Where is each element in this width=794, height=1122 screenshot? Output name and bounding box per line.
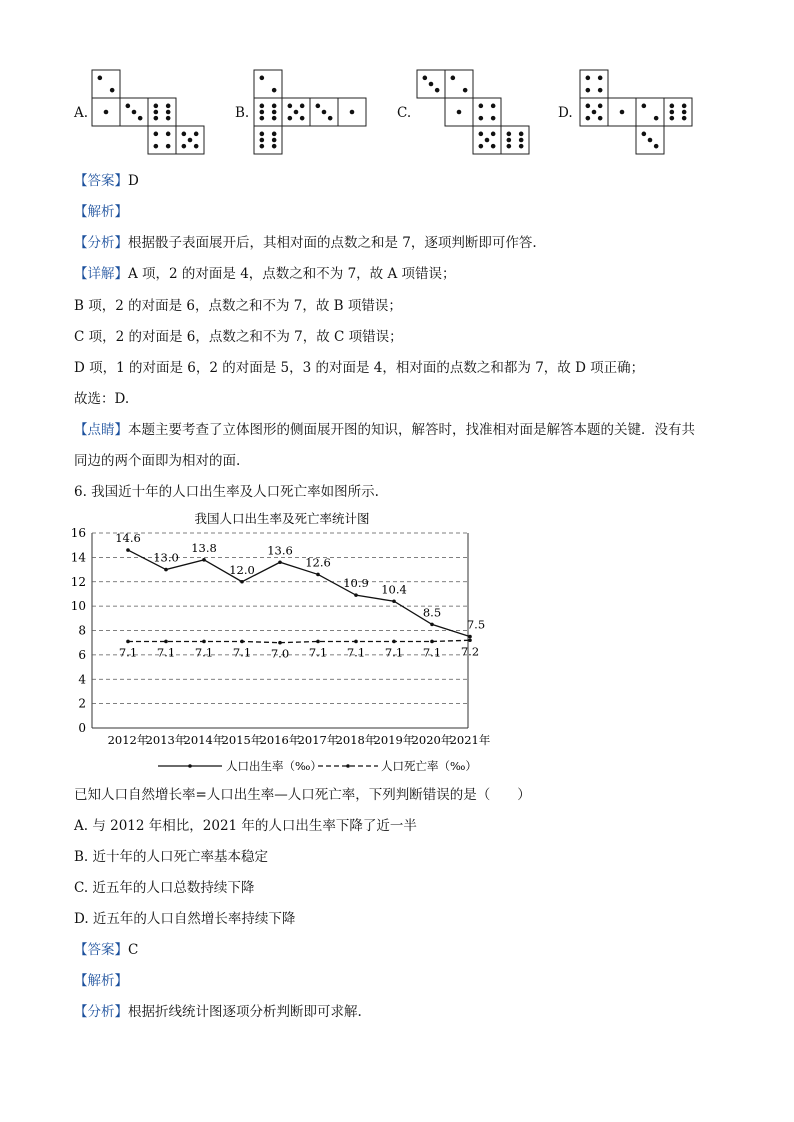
detail-c-text: C 项，2 的对面是 6，点数之和不为 7，故 C 项错误； <box>74 329 403 345</box>
death-rate-label: 7.1 <box>384 645 404 660</box>
dice-pip <box>592 110 597 115</box>
dice-pip <box>435 88 440 93</box>
comment-text-1: 本题主要考查了立体图形的侧面展开图的知识，解答时，找准相对面是解答本题的关键．没有共 <box>128 422 695 438</box>
dice-pip <box>126 104 131 109</box>
chart-y-tick-labels <box>71 526 87 735</box>
x-tick-label: 2017年 <box>297 733 339 747</box>
x-tick-label: 2015年 <box>221 733 263 747</box>
dice-pip <box>260 138 265 143</box>
fenxi-text: 根据骰子表面展开后，其相对面的点数之和是 7，逐项判断即可作答. <box>128 235 537 251</box>
dice-pip <box>132 110 137 115</box>
legend-death-label: 人口死亡率（‰） <box>381 759 477 773</box>
dice-pip <box>166 144 171 149</box>
birth-rate-label: 14.6 <box>115 531 141 546</box>
dice-pip <box>182 144 187 149</box>
q6-fenxi-line <box>74 1003 362 1021</box>
dice-pip <box>104 110 109 115</box>
dice-pip <box>463 88 468 93</box>
x-tick-label: 2012年 <box>107 733 149 747</box>
birth-rate-point <box>316 573 320 577</box>
dice-pip <box>479 104 484 109</box>
y-tick-label: 8 <box>78 623 86 638</box>
comment-text-2: 同边的两个面即为相对的面. <box>74 453 241 469</box>
dice-pip <box>451 76 456 81</box>
answer-value: C <box>128 942 139 958</box>
dice-pip <box>350 110 355 115</box>
comment-tag: 【点睛】 <box>74 422 128 438</box>
net-label-c: C. <box>397 105 412 121</box>
birth-rate-point <box>392 599 396 603</box>
dice-pip <box>586 88 591 93</box>
analysis-tag: 【解析】 <box>74 973 128 989</box>
dice-pip <box>491 104 496 109</box>
net-label-a: A. <box>74 105 89 121</box>
dice-pip <box>272 138 277 143</box>
birth-rate-line <box>128 550 470 637</box>
net-label-d: D. <box>558 105 573 121</box>
net-c-face <box>445 70 473 98</box>
birth-rate-point <box>430 623 434 627</box>
y-tick-label: 12 <box>70 574 86 589</box>
q5-answer-line <box>74 172 139 190</box>
x-tick-label: 2019年 <box>373 733 415 747</box>
death-rate-point <box>240 640 244 644</box>
death-rate-point <box>278 641 282 645</box>
chart-legend <box>158 759 477 773</box>
death-rate-point <box>202 640 206 644</box>
dice-pip <box>491 116 496 121</box>
death-rate-point <box>392 640 396 644</box>
birth-rate-label: 12.0 <box>229 562 255 577</box>
birth-rate-point <box>354 593 358 597</box>
dice-pip <box>272 88 277 93</box>
dice-pip <box>507 132 512 137</box>
dice-pip <box>586 104 591 109</box>
dice-pip <box>154 116 159 121</box>
net-b-face <box>254 98 282 126</box>
death-rate-label: 7.1 <box>346 645 366 660</box>
dice-pip <box>479 144 484 149</box>
legend-death-marker <box>346 764 350 768</box>
dice-pip <box>642 104 647 109</box>
birth-rate-label: 13.6 <box>267 543 293 558</box>
dice-pip <box>457 110 462 115</box>
dice-pip <box>272 104 277 109</box>
choose-text: 故选：D. <box>74 391 130 407</box>
birth-rate-label: 13.0 <box>153 550 179 565</box>
birth-rate-point <box>240 580 244 584</box>
death-rate-label: 7.0 <box>270 646 290 661</box>
birth-rate-label: 10.9 <box>343 576 369 591</box>
detail-b-text: B 项，2 的对面是 6，点数之和不为 7，故 B 项错误； <box>74 298 402 314</box>
chart-series <box>115 531 485 661</box>
dice-pip <box>429 82 434 87</box>
dice-pip <box>507 138 512 143</box>
dice-pip <box>288 116 293 121</box>
net-c-face <box>501 126 529 154</box>
dice-pip <box>654 116 659 121</box>
detail-tag: 【详解】 <box>74 266 128 282</box>
dice-pip <box>260 132 265 137</box>
dice-pip <box>598 104 603 109</box>
q6-stem: 6. 我国近十年的人口出生率及人口死亡率如图所示. <box>74 484 379 500</box>
dice-pip <box>166 104 171 109</box>
dice-nets-figure <box>0 0 794 170</box>
death-rate-point <box>126 640 130 644</box>
dice-pip <box>519 132 524 137</box>
answer-tag: 【答案】 <box>74 173 128 189</box>
birth-rate-point <box>468 635 472 639</box>
y-tick-label: 4 <box>78 672 86 687</box>
death-rate-point <box>430 640 434 644</box>
net-c-face <box>473 98 501 126</box>
dice-pip <box>654 144 659 149</box>
birth-rate-label: 7.5 <box>466 617 486 632</box>
net-b-face <box>254 126 282 154</box>
dice-pip <box>294 110 299 115</box>
dice-pip <box>154 132 159 137</box>
q6-option-c: C. 近五年的人口总数持续下降 <box>74 880 255 896</box>
q6-option-b: B. 近十年的人口死亡率基本稳定 <box>74 849 269 865</box>
net-b-face <box>254 70 282 98</box>
dice-pip <box>620 110 625 115</box>
dice-pip <box>272 132 277 137</box>
dice-pip <box>288 104 293 109</box>
dice-pip <box>598 76 603 81</box>
birth-rate-point <box>202 558 206 562</box>
death-rate-point <box>164 640 168 644</box>
dice-pip <box>300 104 305 109</box>
y-tick-label: 16 <box>70 526 86 540</box>
net-d-face <box>580 70 608 98</box>
birth-rate-label: 13.8 <box>191 540 217 555</box>
analysis-tag: 【解析】 <box>74 204 128 220</box>
q6-answer-line <box>74 941 138 959</box>
chart-x-tick-labels <box>108 733 491 747</box>
dice-pip <box>194 132 199 137</box>
dice-pip <box>322 110 327 115</box>
dice-pip <box>682 104 687 109</box>
dice-pip <box>182 132 187 137</box>
dice-pip <box>300 116 305 121</box>
x-tick-label: 2020年 <box>411 733 453 747</box>
death-rate-label: 7.1 <box>232 645 252 660</box>
dice-pip <box>260 144 265 149</box>
birth-rate-point <box>164 568 168 572</box>
q5-analysis-line <box>74 203 128 221</box>
fenxi-tag: 【分析】 <box>74 1004 128 1020</box>
net-label-b: B. <box>235 105 250 121</box>
death-rate-label: 7.1 <box>308 645 328 660</box>
dice-pip <box>682 110 687 115</box>
dice-pip <box>598 116 603 121</box>
x-tick-label: 2021年 <box>449 733 491 747</box>
death-rate-point <box>354 640 358 644</box>
death-rate-label: 7.1 <box>156 645 176 660</box>
detail-a-text: A 项，2 的对面是 4，点数之和不为 7，故 A 项错误； <box>128 266 456 282</box>
death-rate-label: 7.1 <box>118 645 138 660</box>
dice-pip <box>272 144 277 149</box>
y-tick-label: 0 <box>78 721 86 735</box>
legend-birth-label: 人口出生率（‰） <box>226 759 322 773</box>
death-rate-label: 7.2 <box>460 644 480 659</box>
dice-pip <box>670 104 675 109</box>
dice-pip <box>154 110 159 115</box>
dice-pip <box>166 116 171 121</box>
net-a-face <box>148 98 176 126</box>
dice-pip <box>670 110 675 115</box>
dice-pip <box>682 116 687 121</box>
dice-pip <box>507 144 512 149</box>
population-chart <box>60 505 520 780</box>
dice-pip <box>642 132 647 137</box>
net-a-face <box>92 70 120 98</box>
death-rate-point <box>468 638 472 642</box>
net-d-face <box>664 98 692 126</box>
y-tick-label: 6 <box>78 647 86 662</box>
dice-pip <box>670 116 675 121</box>
birth-rate-label: 12.6 <box>305 555 331 570</box>
dice-pip <box>423 76 428 81</box>
dice-pip <box>272 116 277 121</box>
dice-pip <box>260 76 265 81</box>
x-tick-label: 2014年 <box>183 733 225 747</box>
birth-rate-label: 10.4 <box>381 582 407 597</box>
dice-pip <box>316 104 321 109</box>
fenxi-tag: 【分析】 <box>74 235 128 251</box>
dice-pip <box>98 76 103 81</box>
dice-pip <box>154 144 159 149</box>
x-tick-label: 2016年 <box>259 733 301 747</box>
q6-given: 已知人口自然增长率=人口出生率—人口死亡率，下列判断错误的是（ ） <box>74 787 531 803</box>
y-tick-label: 14 <box>70 550 86 565</box>
dice-pip <box>166 110 171 115</box>
x-tick-label: 2018年 <box>335 733 377 747</box>
dice-pip <box>260 116 265 121</box>
dice-pip <box>598 88 603 93</box>
answer-value: D <box>128 173 139 189</box>
dice-pip <box>479 132 484 137</box>
q5-detail-line <box>74 265 456 283</box>
q5-comment-line <box>74 421 695 439</box>
legend-birth-marker <box>188 764 192 768</box>
death-rate-line <box>128 640 470 642</box>
birth-rate-point <box>278 560 282 564</box>
q6-analysis-line <box>74 972 128 990</box>
birth-rate-point <box>126 548 130 552</box>
dice-pip <box>188 138 193 143</box>
dice-pip <box>491 132 496 137</box>
net-d-face <box>636 98 664 126</box>
net-a-face <box>148 126 176 154</box>
death-rate-point <box>316 640 320 644</box>
death-rate-label: 7.1 <box>194 645 214 660</box>
dice-pip <box>519 144 524 149</box>
dice-pip <box>166 132 171 137</box>
dice-pip <box>586 76 591 81</box>
dice-pip <box>260 110 265 115</box>
dice-pip <box>272 110 277 115</box>
y-tick-label: 2 <box>78 696 86 711</box>
dice-pip <box>110 88 115 93</box>
dice-pip <box>519 138 524 143</box>
q6-option-d: D. 近五年的人口自然增长率持续下降 <box>74 911 296 927</box>
q5-fenxi-line <box>74 234 537 252</box>
dice-pip <box>138 116 143 121</box>
y-tick-label: 10 <box>70 599 86 614</box>
x-tick-label: 2013年 <box>145 733 187 747</box>
fenxi-text: 根据折线统计图逐项分析判断即可求解. <box>128 1004 362 1020</box>
dice-pip <box>491 144 496 149</box>
death-rate-label: 7.1 <box>422 645 442 660</box>
dice-pip <box>194 144 199 149</box>
dice-pip <box>328 116 333 121</box>
answer-tag: 【答案】 <box>74 942 128 958</box>
dice-pip <box>586 116 591 121</box>
birth-rate-label: 8.5 <box>422 605 442 620</box>
dice-pip <box>154 104 159 109</box>
detail-d-text: D 项，1 的对面是 6，2 的对面是 5，3 的对面是 4，相对面的点数之和都为 7，故 D 项正确； <box>74 360 645 376</box>
q6-option-a: A. 与 2012 年相比，2021 年的人口出生率下降了近一半 <box>74 818 417 834</box>
dice-pip <box>485 138 490 143</box>
dice-pip <box>648 138 653 143</box>
chart-title: 我国人口出生率及死亡率统计图 <box>194 511 370 526</box>
dice-pip <box>260 104 265 109</box>
dice-pip <box>479 116 484 121</box>
